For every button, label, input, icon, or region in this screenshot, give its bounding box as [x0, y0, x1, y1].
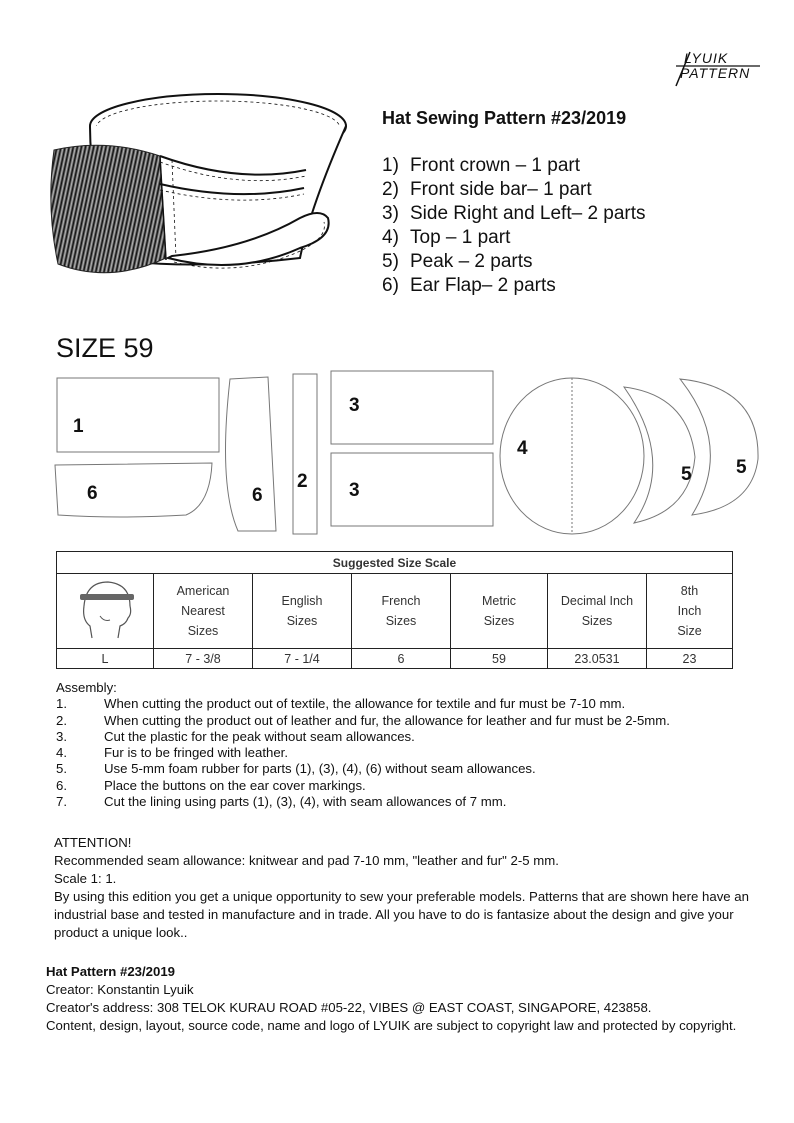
seam-allowance-note: Recommended seam allowance: knitwear and pad 7-10 mm, "leather and fur" 2-5 mm.	[54, 853, 559, 868]
piece-label-3: 3	[349, 480, 360, 501]
piece-label-6: 6	[87, 483, 98, 504]
list-item: 2. When cutting the product out of leather and fur, the allowance for leather and fur must be 2-5mm.	[56, 712, 670, 728]
list-item: 5) Peak – 2 parts	[382, 251, 533, 272]
table-header: Decimal Inch Sizes	[548, 574, 647, 649]
list-item: 7. Cut the lining using parts (1), (3), (4), with seam allowances of 7 mm.	[56, 794, 507, 810]
piece-front-crown	[57, 378, 219, 452]
list-item: 6. Place the buttons on the ear cover markings.	[56, 777, 366, 793]
copyright-notice: Content, design, layout, source code, name and logo of LYUIK are subject to copyright law and protected by copyright.	[46, 1018, 737, 1033]
piece-label-6: 6	[252, 485, 263, 506]
list-item: 4) Top – 1 part	[382, 227, 511, 248]
creator-name: Creator: Konstantin Lyuik	[46, 982, 194, 997]
piece-label-3: 3	[349, 395, 360, 416]
piece-label-2: 2	[297, 471, 308, 492]
pattern-pieces	[40, 365, 760, 550]
logo-text-top: LYUIK	[684, 50, 729, 66]
table-row: L 7 - 3/8 7 - 1/4 6 59 23.0531 23	[57, 649, 733, 669]
parts-list	[382, 154, 646, 298]
piece-label-1: 1	[73, 416, 84, 437]
piece-front-side-bar	[293, 374, 317, 534]
attention-section	[54, 834, 754, 942]
list-item: 1. When cutting the product out of textile, the allowance for textile and fur must be 7-10 mm.	[56, 696, 626, 712]
list-item: 4. Fur is to be fringed with leather.	[56, 745, 288, 761]
table-header: American Nearest Sizes	[154, 574, 253, 649]
piece-label-5: 5	[736, 457, 747, 478]
list-item: 6) Ear Flap– 2 parts	[382, 275, 556, 296]
list-item: 2) Front side bar– 1 part	[382, 179, 592, 200]
size-label: SIZE 59	[56, 333, 154, 363]
assembly-section	[56, 680, 670, 810]
logo-text-bottom: PATTERN	[680, 65, 751, 81]
attention-heading: ATTENTION!	[54, 835, 132, 850]
list-item: 3. Cut the plastic for the peak without seam allowances.	[56, 728, 415, 744]
table-header: English Sizes	[253, 574, 352, 649]
piece-ear-flap-left	[55, 463, 212, 517]
size-scale-table	[56, 551, 733, 669]
list-item: 1) Front crown – 1 part	[382, 155, 581, 176]
creator-address: Creator's address: 308 TELOK KURAU ROAD #05-22, VIBES @ EAST COAST, SINGAPORE, 423858.	[46, 1000, 652, 1015]
assembly-heading: Assembly:	[56, 680, 117, 695]
table-caption: Suggested Size Scale	[57, 552, 733, 574]
table-header: French Sizes	[352, 574, 451, 649]
piece-ear-flap-right	[226, 377, 277, 531]
list-item: 3) Side Right and Left– 2 parts	[382, 203, 646, 224]
footer	[46, 963, 766, 1035]
list-item: 5. Use 5-mm foam rubber for parts (1), (3), (4), (6) without seam allowances.	[56, 761, 536, 777]
footer-title: Hat Pattern #23/2019	[46, 964, 176, 979]
table-header: Metric Sizes	[451, 574, 548, 649]
table-header: 8th Inch Size	[647, 574, 733, 649]
piece-peak-a	[624, 387, 695, 523]
hat-illustration	[48, 88, 348, 313]
brand-logo	[668, 50, 763, 90]
scale-note: Scale 1: 1.	[54, 871, 117, 886]
piece-label-4: 4	[517, 438, 528, 459]
piece-label-5: 5	[681, 464, 692, 485]
piece-peak-b	[680, 379, 758, 515]
head-profile-icon	[70, 576, 140, 640]
description-paragraph: By using this edition you get a unique opportunity to sew your preferable models. Patterns that are shown here have an industrial base and tested in manufacture and in trade. All you have to do is fantasize about the design and give your product a unique look..	[54, 889, 749, 940]
head-measure-illustration	[57, 574, 154, 649]
page-title: Hat Sewing Pattern #23/2019	[382, 108, 627, 128]
